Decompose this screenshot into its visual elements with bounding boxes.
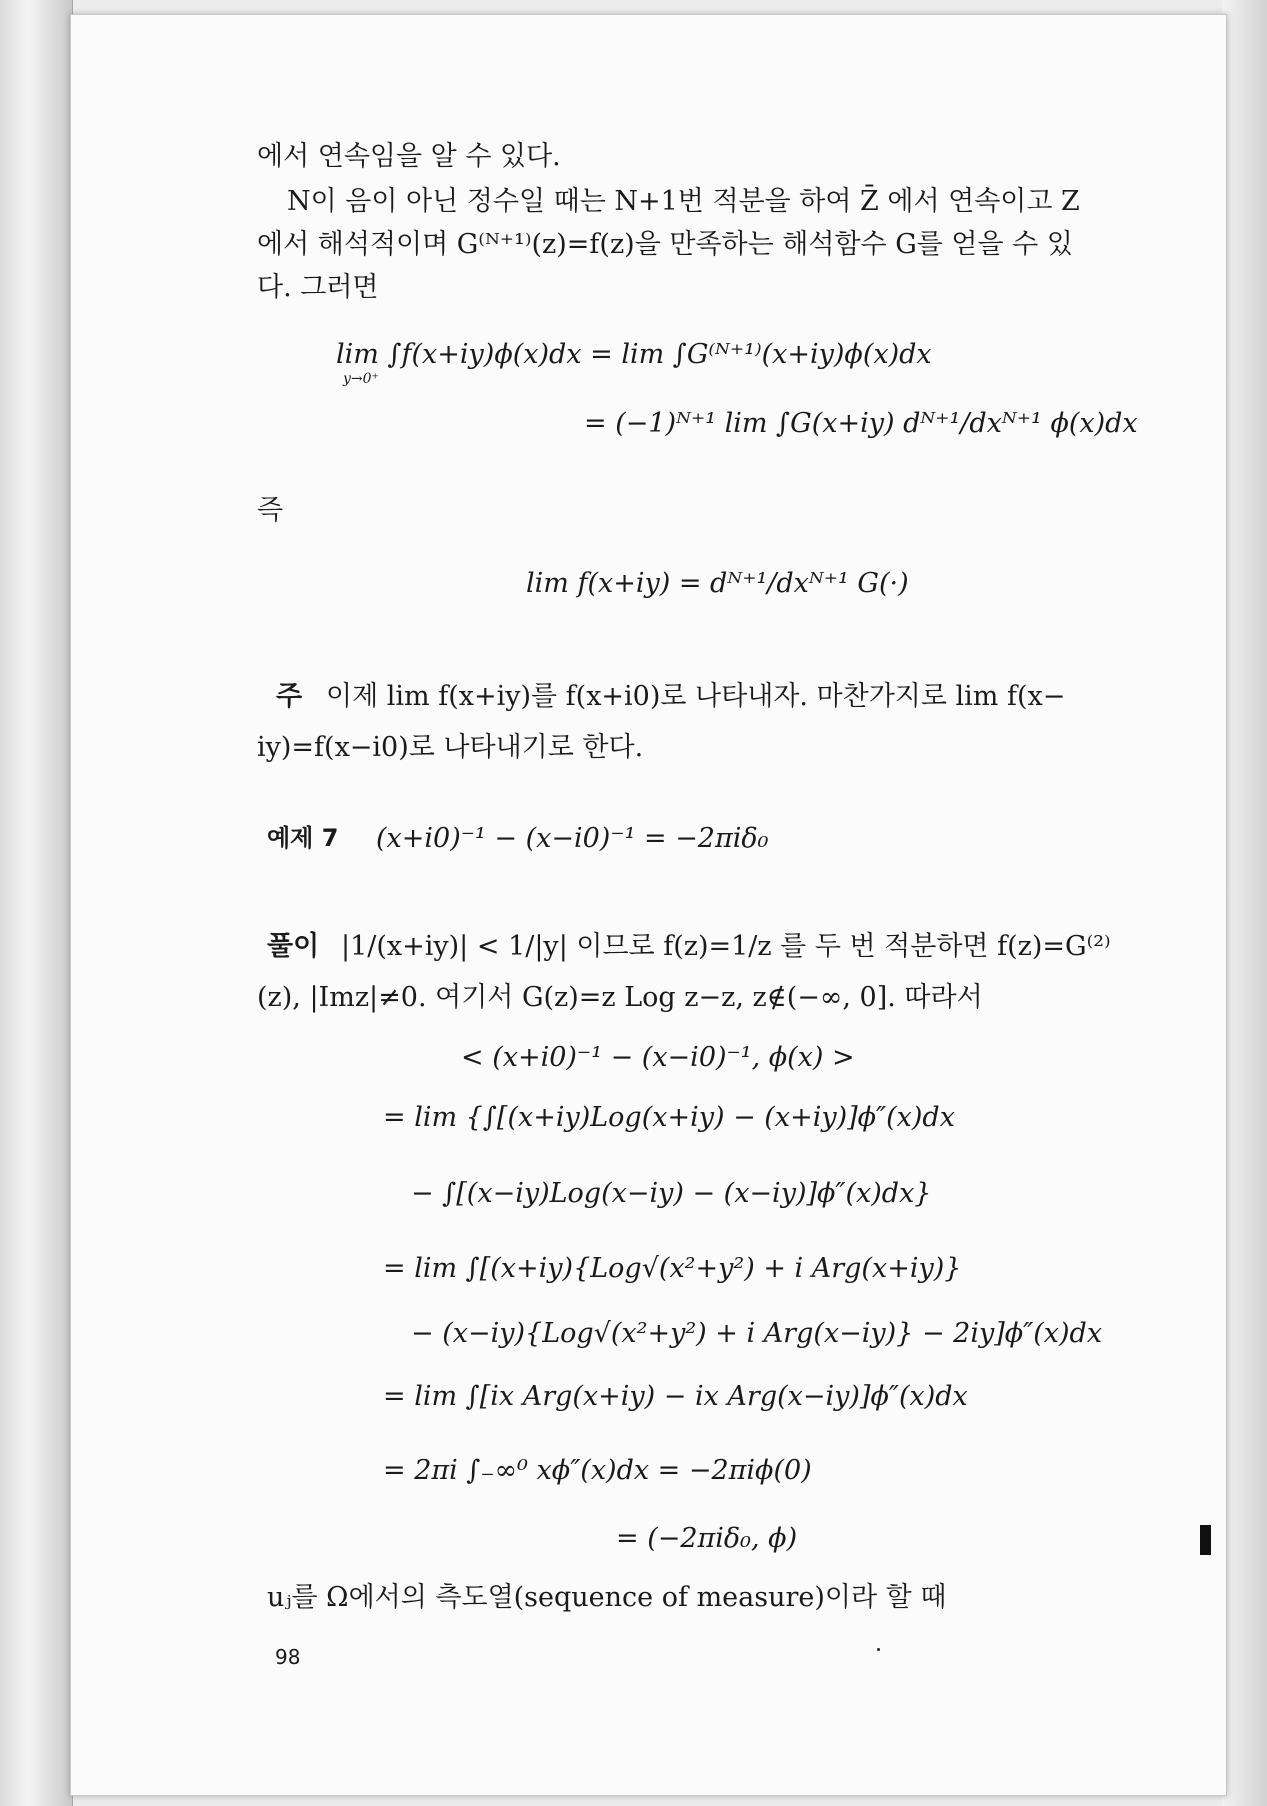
example-equation: (x+i0)⁻¹ − (x−i0)⁻¹ = −2πiδ₀ — [376, 823, 769, 854]
derivation-line-2: = lim {∫[(x+iy)Log(x+iy) − (x+iy)]ϕ″(x)dx — [383, 1102, 955, 1133]
page-edge-shadow — [1222, 0, 1267, 1806]
solution-line-2: (z), |Imz|≠0. 여기서 G(z)=z Log z−z, z∉(−∞, 0]. 따라서 — [257, 982, 983, 1013]
note-label: 주 — [276, 681, 303, 712]
last-text-line: uⱼ를 Ω에서의 측도열(sequence of measure)이라 할 때 — [267, 1582, 947, 1613]
equation-1-line-2: = (−1)ᴺ⁺¹ lim ∫G(x+iy) dᴺ⁺¹/dxᴺ⁺¹ ϕ(x)dx — [584, 408, 1138, 439]
text-line-3: 에서 해석적이며 G⁽ᴺ⁺¹⁾(z)=f(z)을 만족하는 해석함수 G를 얻을 수 있 — [257, 229, 1073, 260]
derivation-line-3: − ∫[(x−iy)Log(x−iy) − (x−iy)]ϕ″(x)dx} — [411, 1178, 932, 1209]
book-spine — [0, 0, 73, 1806]
text-line-4: 다. 그러면 — [257, 272, 379, 303]
equation-1-line-1: lim ∫f(x+iy)ϕ(x)dx = lim ∫G⁽ᴺ⁺¹⁾(x+iy)ϕ(x)dx — [336, 339, 932, 370]
derivation-line-4: = lim ∫[(x+iy){Log√(x²+y²) + i Arg(x+iy)} — [383, 1253, 962, 1284]
text-line-2: N이 음이 아닌 정수일 때는 N+1번 적분을 하여 Z̄ 에서 연속이고 Z — [287, 186, 1080, 217]
book-page — [70, 14, 1227, 1796]
equation-2: lim f(x+iy) = dᴺ⁺¹/dxᴺ⁺¹ G(·) — [526, 568, 909, 599]
note-line-1: 이제 lim f(x+iy)를 f(x+i0)로 나타내자. 마찬가지로 lim f(x− — [326, 681, 1066, 712]
text-line-1: 에서 연속임을 알 수 있다. — [257, 141, 561, 172]
derivation-line-5: − (x−iy){Log√(x²+y²) + i Arg(x−iy)} − 2iy]ϕ″(x)dx — [411, 1318, 1103, 1349]
ink-dot — [877, 1648, 880, 1651]
derivation-line-6: = lim ∫[ix Arg(x+iy) − ix Arg(x−iy)]ϕ″(x)dx — [383, 1381, 968, 1412]
note-line-2: iy)=f(x−i0)로 나타내기로 한다. — [257, 732, 644, 763]
solution-line-1: |1/(x+iy)| < 1/|y| 이므로 f(z)=1/z 를 두 번 적분하면 f(z)=G⁽²⁾ — [341, 931, 1111, 962]
derivation-line-8: = (−2πiδ₀, ϕ) — [616, 1523, 798, 1554]
derivation-line-1: < (x+i0)⁻¹ − (x−i0)⁻¹, ϕ(x) > — [461, 1042, 855, 1073]
word-jeuk: 즉 — [257, 495, 284, 526]
limit-subscript: y→0⁺ — [343, 371, 379, 387]
derivation-line-7: = 2πi ∫₋∞⁰ xϕ″(x)dx = −2πiϕ(0) — [383, 1455, 812, 1486]
solution-label: 풀이 — [267, 931, 320, 962]
end-of-proof-mark — [1200, 1525, 1211, 1555]
page-number: 98 — [275, 1645, 301, 1669]
example-label: 예제 7 — [267, 824, 339, 852]
